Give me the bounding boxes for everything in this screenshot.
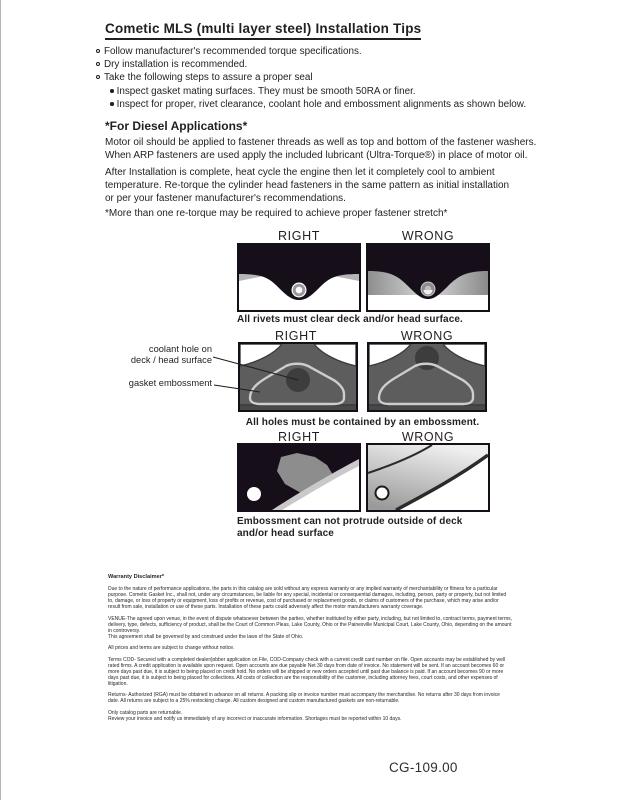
- row2-caption: All holes must be contained by an embossment.: [245, 417, 480, 428]
- row3-caption-line1: Embossment can not protrude outside of deck: [237, 516, 463, 527]
- open-circle-bullet-icon: [96, 49, 100, 53]
- dot-bullet-icon: [110, 102, 114, 106]
- disclaimer-paragraph: Returns- Authorized (RGA) must be obtained in advance on all returns. A packing slip or invoice number must accompany the merchandise. No returns after 30 days from invoice date. All returns are subject to a 25% restocking charge. All custom designed and custom manufactured gaskets are non-returnable.: [108, 692, 500, 704]
- embossment-protrusion-right-diagram: [237, 443, 361, 512]
- page-left-edge-line: [0, 0, 1, 800]
- right-label: RIGHT: [275, 329, 317, 343]
- disclaimer-heading: Warranty Disclaimer*: [108, 574, 165, 580]
- deck-edge-band: [240, 405, 356, 410]
- disclaimer-paragraph: This agreement shall be governed by and construed under the laws of the State of Ohio.: [108, 633, 304, 640]
- list-item-text: Dry installation is recommended.: [104, 59, 248, 71]
- open-circle-bullet-icon: [96, 62, 100, 66]
- list-item-text: Inspect for proper, rivet clearance, coolant hole and embossment alignments as shown below.: [116, 98, 527, 110]
- page-title: Cometic MLS (multi layer steel) Installation Tips: [105, 21, 421, 40]
- list-sub-item: [110, 98, 566, 111]
- paragraph-line: temperature. Re-torque the cylinder head fasteners in the same pattern as initial installation: [105, 180, 510, 192]
- wrong-label: WRONG: [400, 329, 454, 343]
- paragraph-line: or per your fastener manufacturer's recommendations.: [105, 193, 346, 205]
- open-circle-bullet-icon: [96, 75, 100, 79]
- bolt-hole: [247, 487, 261, 501]
- installation-tips-list: [96, 45, 566, 111]
- embossment-protrusion-wrong-diagram: [366, 443, 490, 512]
- wrong-label: WRONG: [401, 430, 455, 444]
- list-sub-item: [110, 85, 566, 98]
- right-label: RIGHT: [278, 430, 320, 444]
- gasket-embossment-annotation: gasket embossment: [128, 378, 212, 388]
- embossment-containment-wrong-diagram: [367, 342, 487, 412]
- paragraph-line: Motor oil should be applied to fastener threads as well as top and bottom of the fastener washers.: [105, 137, 537, 148]
- list-item-text: Take the following steps to assure a proper seal: [104, 72, 313, 84]
- diesel-applications-heading: *For Diesel Applications*: [105, 119, 248, 133]
- row3-caption-line2: and/or head surface: [237, 528, 334, 539]
- disclaimer-paragraph: Terms COD- Secured with a completed dealer/jobber application on File, COD-Company check with a current credit card number on file. Open accounts may be established by well rated firms. A credit application is available upon request. Open accounts are due payable Net 30 days from date of invoice. No statement will be sent. If an account becomes 60 or more days past due, it is subject to being placed on credit hold. No orders will be shipped or new orders accepted until past due balance is paid. If an account becomes 90 or more days past due, it is subject to being placed for collections. All costs of collection are the responsibility of the customer, including attorney fees, court costs, and other expenses of litigation.: [108, 656, 506, 687]
- rivet-clearance-right-diagram: [237, 243, 361, 312]
- diesel-paragraph-1: [105, 136, 536, 162]
- row1-caption: All rivets must clear deck and/or head surface.: [237, 314, 463, 325]
- embossment-containment-right-diagram: [238, 342, 358, 412]
- right-label: RIGHT: [278, 229, 320, 243]
- coolant-hole: [286, 368, 310, 392]
- rivet-clearance-wrong-diagram: [366, 243, 490, 312]
- disclaimer-paragraph: Due to the nature of performance applications, the parts in this catalog are sold without any express warranty or any implied warranty of merchantability or fitness for a particular purpose. Cometic Gasket Inc., shall not, under any circumstances, be liable for any special, incidental or consequential damages, including, person, party or property, but not limited to, damage, or loss of property or equipment, loss of profits or revenue, cost of purchased or replacement goods, or claims of customers of the purchase, which may arise and/or result from sale, installation or use of these parts. Installation of these parts could adversely affect the motor manufacturers warranty coverage.: [108, 586, 507, 610]
- retorque-note: *More than one re-torque may be required to achieve proper fastener stretch*: [105, 208, 448, 219]
- paragraph-line: After Installation is complete, heat cycle the engine then let it completely cool to ambient: [105, 167, 495, 178]
- disclaimer-paragraph: Only catalog parts are returnable.: [108, 709, 183, 716]
- list-item: [96, 71, 566, 84]
- bolt-hole: [376, 487, 389, 500]
- list-item-text: Follow manufacturer's recommended torque specifications.: [104, 46, 362, 57]
- annotation-line: deck / head surface: [130, 355, 212, 365]
- warranty-disclaimer: [108, 574, 512, 727]
- coolant-hole-annotation: [108, 344, 212, 366]
- list-item: [96, 58, 566, 71]
- paragraph-line: When ARP fasteners are used apply the included lubricant (Ultra-Torque®) in place of motor oil.: [105, 150, 528, 162]
- disclaimer-paragraph: All prices and terms are subject to change without notice.: [108, 645, 235, 651]
- dot-bullet-icon: [110, 89, 114, 93]
- list-item: [96, 45, 566, 58]
- disclaimer-paragraph: Review your invoice and notify us immediately of any incorrect or inaccurate information. Shortages must be reported within 10 days.: [108, 715, 402, 722]
- disclaimer-paragraph: VENUE-The agreed upon venue, in the event of dispute whatsoever between the parties, whether instituted by either party, including, but not limited to, contract terms, payment terms, delivery, type, defects, sufficiency of product, shall be the Court of Common Pleas, Lake County, Ohio or the Painesville Municipal Court, Lake County, Ohio, depending on the amount in controversy.: [108, 615, 513, 634]
- page-code: CG-109.00: [389, 760, 458, 775]
- deck-edge-band: [369, 405, 485, 410]
- diesel-paragraph-2: [105, 166, 509, 206]
- wrong-label: WRONG: [401, 229, 455, 243]
- list-item-text: Inspect gasket mating surfaces. They must be smooth 50RA or finer.: [116, 85, 416, 97]
- annotation-line: coolant hole on: [148, 344, 212, 354]
